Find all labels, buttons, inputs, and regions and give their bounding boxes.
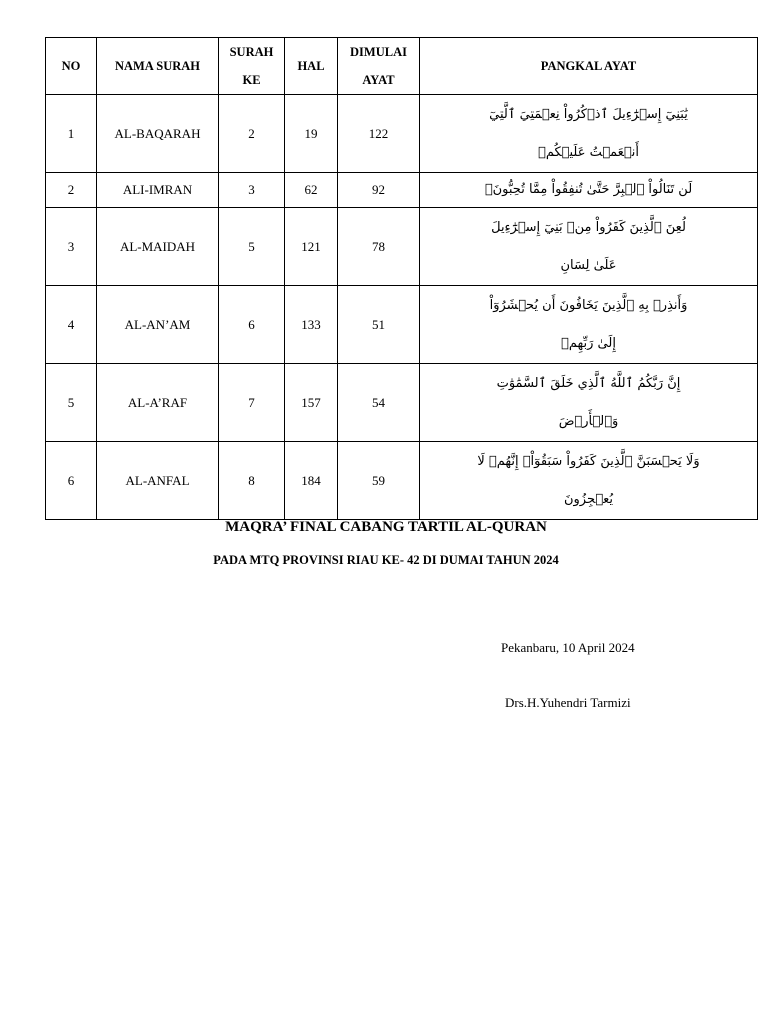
cell-surah-ke: 5 — [219, 208, 285, 286]
cell-hal: 62 — [285, 173, 338, 208]
signature-name: Drs.H.Yuhendri Tarmizi — [505, 695, 631, 710]
cell-dimulai-ayat: 78 — [338, 208, 420, 286]
cell-no: 2 — [46, 173, 97, 208]
table-row — [46, 173, 758, 208]
cell-no: 4 — [46, 286, 97, 364]
cell-nama-surah: AL-A’RAF — [97, 364, 219, 442]
cell-surah-ke: 8 — [219, 442, 285, 520]
header-no: NO — [46, 38, 97, 95]
cell-no: 5 — [46, 364, 97, 442]
cell-nama-surah: ALI-IMRAN — [97, 173, 219, 208]
cell-no: 6 — [46, 442, 97, 520]
header-nama-surah: NAMA SURAH — [97, 38, 219, 95]
table-row — [46, 286, 758, 364]
table-row — [46, 364, 758, 442]
cell-hal: 184 — [285, 442, 338, 520]
header-dimulai-line1: DIMULAI — [350, 45, 407, 59]
cell-pangkal-ayat — [420, 173, 758, 208]
table-row — [46, 95, 758, 173]
header-surah-ke-line2: KE — [242, 73, 261, 87]
document-subtitle: PADA MTQ PROVINSI RIAU KE- 42 DI DUMAI TAHUN 2024 — [213, 553, 559, 567]
cell-no: 3 — [46, 208, 97, 286]
cell-nama-surah: AL-AN’AM — [97, 286, 219, 364]
header-dimulai-ayat — [338, 38, 420, 95]
cell-no: 1 — [46, 95, 97, 173]
cell-pangkal-ayat — [420, 364, 758, 442]
cell-pangkal-ayat — [420, 442, 758, 520]
table-row — [46, 208, 758, 286]
header-hal: HAL — [285, 38, 338, 95]
pangkal-ayat-line: لُعِنَ ٱلَّذِينَ كَفَرُواْ مِنۢ بَنِيٓ إِسۡرَٰٓءِيلَ — [491, 219, 686, 235]
pangkal-ayat-line: يَٰبَنِيٓ إِسۡرَٰٓءِيلَ ٱذۡكُرُواْ نِعۡمَتِيَ ٱلَّتِيٓ — [489, 106, 688, 122]
pangkal-ayat-line: إِنَّ رَبَّكُمُ ٱللَّهُ ٱلَّذِي خَلَقَ ٱلسَّمَٰوَٰتِ — [496, 375, 681, 391]
pangkal-ayat-line: يُعۡجِزُونَ — [563, 491, 614, 507]
pangkal-ayat-line: عَلَىٰ لِسَانِ — [560, 257, 617, 273]
header-pangkal-ayat: PANGKAL AYAT — [420, 38, 758, 95]
cell-pangkal-ayat — [420, 286, 758, 364]
cell-surah-ke: 2 — [219, 95, 285, 173]
cell-surah-ke: 7 — [219, 364, 285, 442]
cell-pangkal-ayat — [420, 95, 758, 173]
cell-nama-surah: AL-ANFAL — [97, 442, 219, 520]
pangkal-ayat-line: أَنۡعَمۡتُ عَلَيۡكُمۡ — [538, 144, 639, 160]
document-title: MAQRA’ FINAL CABANG TARTIL AL-QURAN — [225, 519, 547, 535]
cell-pangkal-ayat — [420, 208, 758, 286]
table-row — [46, 442, 758, 520]
cell-hal: 133 — [285, 286, 338, 364]
cell-nama-surah: AL-BAQARAH — [97, 95, 219, 173]
pangkal-ayat-line: وَٱلۡأَرۡضَ — [558, 413, 619, 429]
signature-place-date: Pekanbaru, 10 April 2024 — [501, 640, 635, 655]
cell-dimulai-ayat: 59 — [338, 442, 420, 520]
cell-hal: 157 — [285, 364, 338, 442]
header-surah-ke-line1: SURAH — [229, 45, 274, 59]
cell-hal: 121 — [285, 208, 338, 286]
cell-surah-ke: 6 — [219, 286, 285, 364]
cell-surah-ke: 3 — [219, 173, 285, 208]
header-dimulai-line2: AYAT — [362, 73, 395, 87]
pangkal-ayat-line: إِلَىٰ رَبِّهِمۡ — [561, 335, 616, 351]
cell-hal: 19 — [285, 95, 338, 173]
cell-dimulai-ayat: 92 — [338, 173, 420, 208]
pangkal-ayat-line: وَلَا يَحۡسَبَنَّ ٱلَّذِينَ كَفَرُواْ سَبَقُوٓاْۚ إِنَّهُمۡ لَا — [477, 453, 700, 469]
cell-dimulai-ayat: 51 — [338, 286, 420, 364]
pangkal-ayat-line: وَأَنذِرۡ بِهِ ٱلَّذِينَ يَخَافُونَ أَن يُحۡشَرُوٓاْ — [489, 297, 688, 313]
pangkal-ayat-line: لَن تَنَالُواْ ٱلۡبِرَّ حَتَّىٰ تُنفِقُواْ مِمَّا تُحِبُّونَۚ — [484, 182, 693, 197]
table-header-row — [46, 38, 758, 95]
header-surah-ke — [219, 38, 285, 95]
cell-nama-surah: AL-MAIDAH — [97, 208, 219, 286]
cell-dimulai-ayat: 54 — [338, 364, 420, 442]
maqra-table — [45, 37, 758, 520]
cell-dimulai-ayat: 122 — [338, 95, 420, 173]
